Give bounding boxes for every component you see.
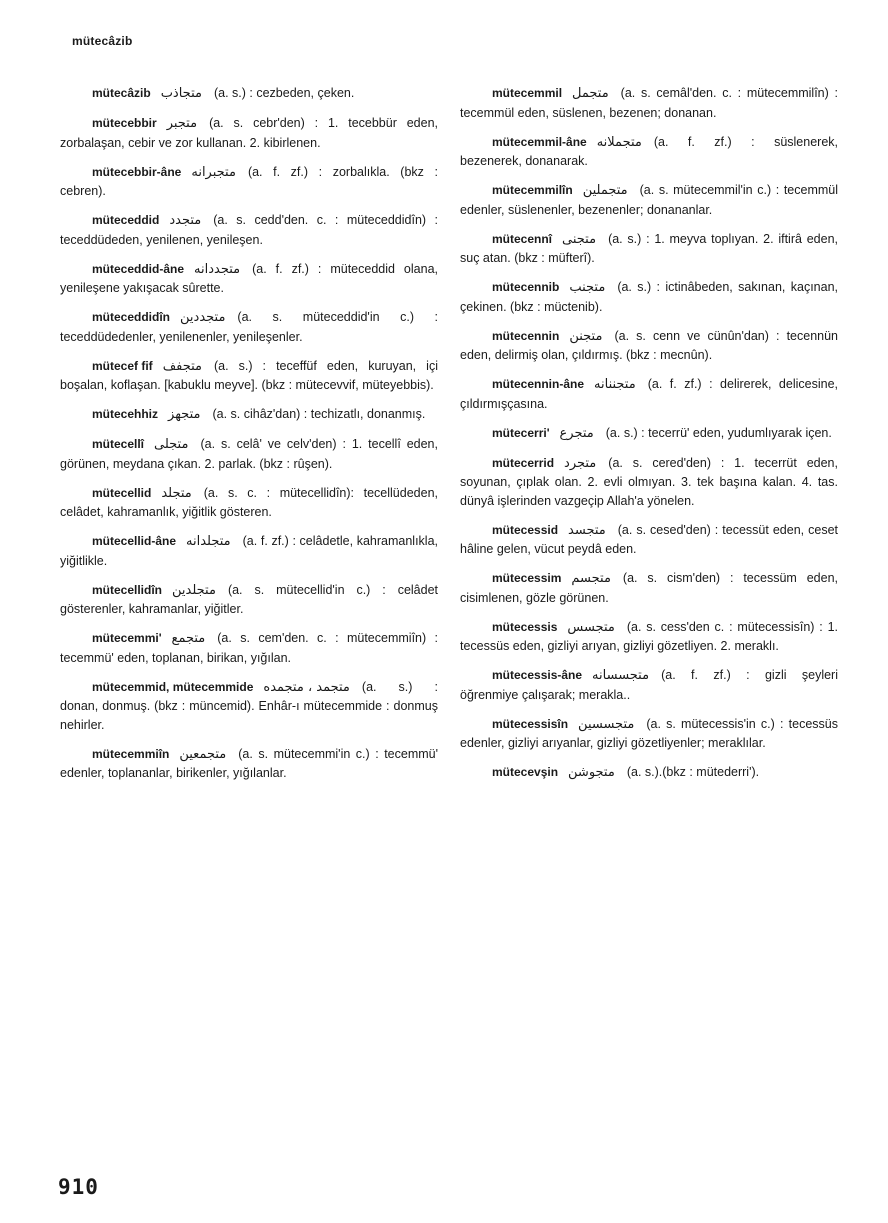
arabic-script: متجمد ، متجمده — [263, 679, 350, 695]
definition: (a. s.) : cezbeden, çeken. — [213, 86, 355, 100]
arabic-script: متجنب — [569, 280, 606, 295]
headword: mütecennib — [492, 280, 560, 294]
arabic-script: متجمل — [572, 86, 609, 101]
definition: (a. s.) : teceffüf eden, kuruyan, içi boşalan, koflaşan. [kabuklu meyve]. (bkz : mütecevvif, müteyebbis). — [60, 358, 438, 392]
headword: mütecef fif — [92, 358, 153, 373]
definition: (a. f. zf.) : süslenerek, bezenerek, donanarak. — [460, 134, 838, 168]
headword: mütecennin — [492, 328, 560, 343]
arabic-script: متجفف — [162, 358, 202, 374]
arabic-script: متجلدانه — [186, 534, 231, 549]
dictionary-entry — [60, 163, 438, 201]
dictionary-entry — [60, 745, 438, 783]
arabic-script: متجاذب — [160, 86, 202, 101]
arabic-script: متجددانه — [194, 261, 241, 277]
headword: mütecessisîn — [492, 716, 569, 731]
dictionary-entry — [460, 133, 838, 171]
headword: mütecemmi' — [92, 631, 162, 645]
arabic-script: متجمعين — [179, 746, 227, 762]
definition: (a. s. celâ' ve celv'den) : 1. tecellî eden, görünen, meydana çıkan. 2. parlak. (bkz : rûşen). — [60, 437, 438, 471]
headword: mütecemmil — [492, 86, 563, 100]
headword: mütecerri' — [492, 425, 550, 440]
right-column — [460, 84, 838, 793]
arabic-script: متجهز — [168, 407, 201, 422]
dictionary-entry — [60, 211, 438, 249]
definition: (a. s. cemâl'den. c. : mütecemmilîn) : tecemmül eden, süslenen, bezenen; donanan. — [460, 86, 838, 120]
definition: (a. s. cesed'den) : tecessüt eden, ceset hâline gelen, vücut peydâ eden. — [460, 522, 838, 556]
arabic-script: متجلد — [161, 485, 192, 501]
headword: müteceddid-âne — [92, 261, 185, 276]
dictionary-entry — [60, 260, 438, 298]
definition: (a. s. cenn ve cünûn'dan) : tecennün eden, delirmiş olan, çıldırmış. (bkz : mecnûn). — [460, 328, 838, 362]
definition: (a. s. c. : mütecellidîn): tecellüdeden, celâdet, kahramanlık, yiğitlik gösteren. — [60, 485, 438, 519]
dictionary-entry — [460, 454, 838, 511]
dictionary-entry — [60, 84, 438, 104]
arabic-script: متجمع — [171, 631, 206, 646]
dictionary-entry — [60, 435, 438, 473]
left-column — [60, 84, 438, 793]
definition: (a. s.) : donan, donmuş. (bkz : müncemid). Enhâr-ı mütecemmide : donmuş nehirler. — [60, 679, 438, 732]
arabic-script: متجنى — [562, 231, 597, 247]
headword: mütecellid — [92, 485, 152, 500]
dictionary-entry — [60, 114, 438, 152]
definition: (a. s. mütecemmi'in c.) : tecemmü' edenler, toplananlar, birikenler, yığılanlar. — [60, 746, 438, 780]
dictionary-entry — [60, 678, 438, 735]
dictionary-entry — [460, 666, 838, 704]
dictionary-entry — [460, 763, 838, 783]
headword: mütecemmil-âne — [492, 134, 587, 149]
dictionary-entry — [60, 405, 438, 425]
definition: (a. s.).(bkz : mütederri'). — [626, 765, 760, 779]
definition: (a. s. cem'den. c. : mütecemmiîn) : tecemmü' eden, toplanan, birikan, yığılan. — [60, 631, 438, 665]
headword: mütecehhiz — [92, 407, 159, 421]
headword: mütecennin-âne — [492, 377, 585, 391]
headword: mütecebbir — [92, 116, 157, 130]
definition: (a. s.) : tecerrü' eden, yudumlıyarak içen. — [605, 425, 832, 440]
dictionary-entry — [460, 618, 838, 656]
definition: (a. s. cebr'den) : 1. tecebbür eden, zorbalaşan, cebir ve zor kullanan. 2. kibirlenen. — [60, 116, 438, 150]
dictionary-entry — [460, 569, 838, 607]
page-number: 910 — [58, 1175, 99, 1199]
arabic-script: متجددين — [180, 310, 226, 325]
headword: mütecemmiîn — [92, 746, 170, 761]
headword: mütecemmilîn — [492, 183, 573, 197]
definition: (a. s.) : 1. meyva toplıyan. 2. iftirâ eden, suç atan. (bkz : müfterî). — [460, 231, 838, 265]
arabic-script: متجملين — [582, 183, 628, 198]
dictionary-entry — [460, 278, 838, 316]
arabic-script: متجسسانه — [592, 668, 650, 683]
arabic-script: متجسد — [568, 522, 606, 538]
arabic-script: متجسس — [567, 619, 615, 635]
definition: (a. f. zf.) : celâdetle, kahramanlıkla, yiğitlikle. — [60, 534, 438, 568]
definition: (a. s.) : ictinâbeden, sakınan, kaçınan, çekinen. (bkz : müctenib). — [460, 280, 838, 314]
headword: müteceddid — [92, 213, 160, 227]
arabic-script: متجلى — [154, 437, 189, 452]
headword: mütecessis — [492, 619, 558, 634]
arabic-script: متجننانه — [594, 377, 636, 392]
dictionary-entry — [460, 181, 838, 219]
arabic-script: متجنن — [569, 328, 603, 344]
running-head: mütecâzib — [72, 34, 133, 48]
definition: (a. f. zf.) : gizli şeyleri öğrenmiye çalışarak; merakla.. — [460, 668, 838, 702]
arabic-script: متجرع — [559, 425, 594, 441]
headword: mütecevşin — [492, 765, 559, 779]
arabic-script: متجسم — [571, 571, 611, 586]
definition: (a. s. müteceddid'in c.) : teceddüdedenler, yenilenenler, yenileşenler. — [60, 310, 438, 344]
headword: mütecellî — [92, 437, 145, 451]
dictionary-entry — [460, 715, 838, 753]
definition: (a. s. cism'den) : tecessüm eden, cisimlenen, gözle görünen. — [460, 571, 838, 605]
definition: (a. s. mütecemmil'in c.) : tecemmül edenler, süslenenler, bezenenler; donananlar. — [460, 183, 838, 217]
dictionary-entry — [60, 308, 438, 346]
definition: (a. s. cess'den c. : mütecessisîn) : 1. tecessüs eden, gizliyi arıyan, gizliyi gözetliyen. 2. meraklı. — [460, 619, 838, 653]
headword: müteceddidîn — [92, 310, 171, 324]
headword: mütecebbir-âne — [92, 164, 182, 179]
definition: (a. f. zf.) : delirerek, delicesine, çıldırmışçasına. — [460, 377, 838, 411]
dictionary-entry — [460, 521, 838, 559]
arabic-script: متجملانه — [596, 134, 642, 150]
definition: (a. f. zf.) : zorbalıkla. (bkz : cebren). — [60, 164, 438, 198]
arabic-script: متجوشن — [568, 765, 615, 780]
dictionary-entry — [60, 581, 438, 619]
arabic-script: متجلدين — [172, 582, 216, 598]
dictionary-entry — [60, 484, 438, 522]
definition: (a. s. cihâz'dan) : techizatlı, donanmış. — [212, 407, 426, 421]
dictionary-entry — [460, 327, 838, 365]
dictionary-entry — [460, 375, 838, 413]
headword: mütecessis-âne — [492, 668, 583, 682]
headword: mütecessim — [492, 571, 562, 585]
headword: mütecellidîn — [92, 582, 163, 597]
dictionary-entry — [60, 357, 438, 395]
dictionary-entry — [460, 230, 838, 268]
dictionary-entry — [60, 532, 438, 570]
headword: mütecerrid — [492, 455, 555, 470]
dictionary-entry — [60, 629, 438, 667]
definition: (a. s. cedd'den. c. : müteceddidîn) : teceddüdeden, yenilenen, yenileşen. — [60, 213, 438, 247]
arabic-script: متجسسين — [578, 716, 635, 732]
headword: mütecemmid, mütecemmide — [92, 679, 254, 694]
headword: mütecellid-âne — [92, 534, 177, 548]
dictionary-entry — [460, 424, 838, 444]
arabic-script: متجبر — [166, 116, 198, 131]
headword: mütecennî — [492, 231, 553, 246]
headword: mütecâzib — [92, 86, 151, 100]
headword: mütecessid — [492, 522, 559, 537]
arabic-script: متجرد — [564, 455, 597, 471]
definition: (a. f. zf.) : müteceddid olana, yenileşene yakışacak sûrette. — [60, 261, 438, 295]
dictionary-entry — [460, 84, 838, 122]
arabic-script: متجبرانه — [191, 164, 236, 180]
arabic-script: متجدد — [169, 213, 202, 228]
definition: (a. s. mütecessis'in c.) : tecessüs edenler, gizliyi arıyanlar, gizliyi gözetliyenler; meraklılar. — [460, 716, 838, 750]
definition: (a. s. mütecellid'in c.) : celâdet gösterenler, kahramanlar, yiğitler. — [60, 582, 438, 616]
definition: (a. s. cered'den) : 1. tecerrüt eden, soyunan, çıplak olan. 2. evli olmıyan. 3. tek başına kalan. 4. tas. dünyâ işlerinden vazgeçip Allah'a yönelen. — [460, 455, 838, 508]
